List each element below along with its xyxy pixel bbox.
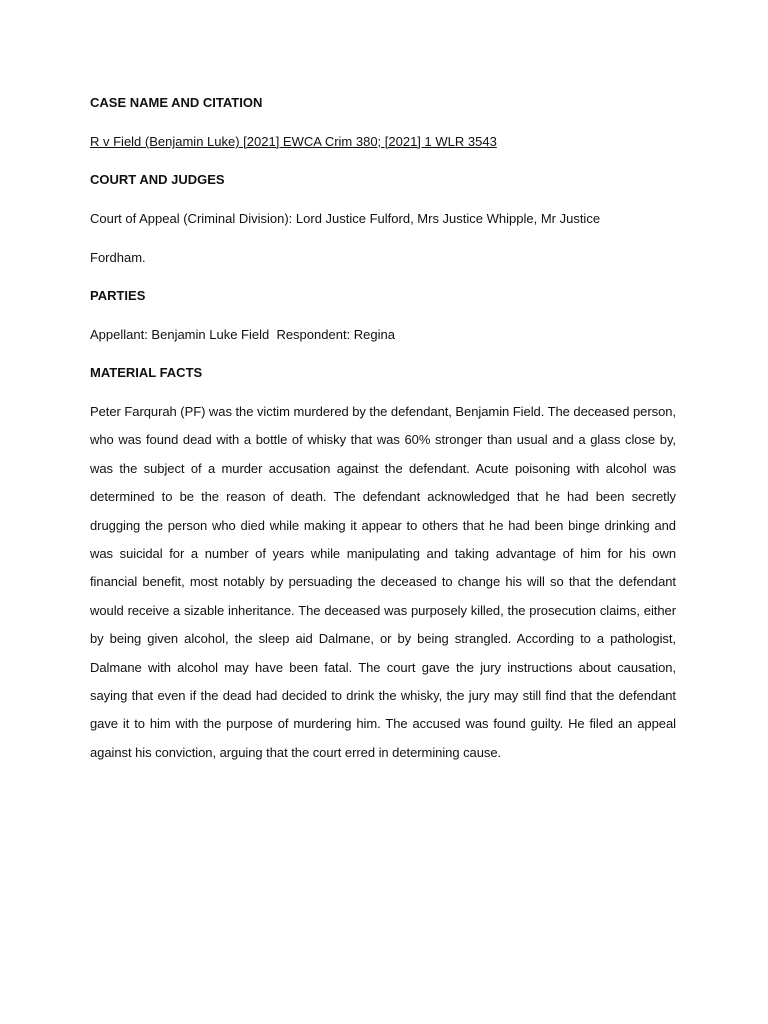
case-citation: R v Field (Benjamin Luke) [2021] EWCA Crim 380; [2021] 1 WLR 3543 (90, 134, 497, 149)
court-judges-line-2: Fordham. (90, 249, 146, 265)
material-facts-paragraph: Peter Farqurah (PF) was the victim murdered by the defendant, Benjamin Field. The deceased person, who was found dead with a bottle of whisky that was 60% stronger than usual and a glass close by, was the subject of a murder accusation against the defendant. Acute poisoning with alcohol was determined to be the reason of death. The defendant acknowledged that he had been secretly drugging the person who died while making it appear to others that he had been binge drinking and was suicidal for a number of years while manipulating and taking advantage of him for his own financial benefit, most notably by persuading the deceased to change his will so that the defendant would receive a sizable inheritance. The deceased was purposely killed, the prosecution claims, either by being given alcohol, the sleep aid Dalmane, or by being strangled. According to a pathologist, Dalmane with alcohol may have been fatal. The court gave the jury instructions about causation, saying that even if the dead had decided to drink the whisky, the jury may still find that the defendant gave it to him with the purpose of murdering him. The accused was found guilty. He filed an appeal against his conviction, arguing that the court erred in determining cause. (90, 404, 676, 760)
court-judges-line-1: Court of Appeal (Criminal Division): Lord Justice Fulford, Mrs Justice Whipple, Mr Justice (90, 210, 601, 226)
parties-line: Appellant: Benjamin Luke Field Respondent: Regina (90, 327, 395, 342)
section-heading-court: COURT AND JUDGES (90, 172, 225, 187)
section-heading-material-facts: MATERIAL FACTS (90, 365, 203, 380)
section-heading-case-name: CASE NAME AND CITATION (90, 95, 263, 110)
document-page (90, 94, 676, 767)
section-heading-parties: PARTIES (90, 288, 146, 303)
